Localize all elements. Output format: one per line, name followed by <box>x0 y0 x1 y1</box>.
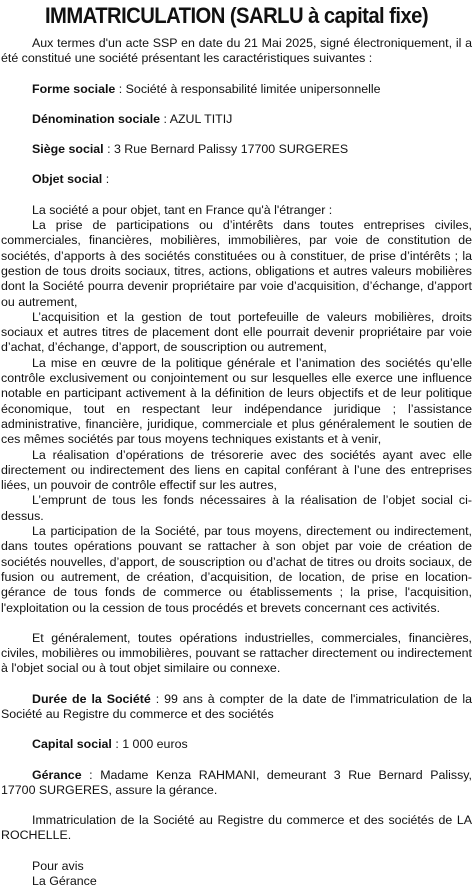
objet-item: L’emprunt de tous les fonds nécessaires à la réalisation de l’objet social ci-dessus. <box>1 493 472 523</box>
notice-title: IMMATRICULATION (SARLU à capital fixe) <box>44 3 429 28</box>
denomination-value: : AZUL TITIJ <box>160 111 233 126</box>
objet-social-list <box>1 203 472 616</box>
gerance-value: : Madame Kenza RAHMANI, demeurant 3 Rue Bernard Palissy, 17700 SURGERES, assure la gérance. <box>1 767 472 797</box>
gerance-label: Gérance <box>32 767 82 782</box>
forme-sociale <box>1 82 472 97</box>
siege-social <box>1 142 472 157</box>
denomination-sociale <box>1 112 472 127</box>
duree-label: Durée de la Société <box>32 691 151 706</box>
immatriculation-paragraph: Immatriculation de la Société au Registre du commerce et des sociétés de LA ROCHELLE. <box>1 813 472 843</box>
gerance <box>1 768 472 799</box>
siege-value: : 3 Rue Bernard Palissy 17700 SURGERES <box>103 142 349 157</box>
forme-sociale-value: : Société à responsabilité limitée unipersonnelle <box>115 81 381 96</box>
capital-label: Capital social <box>32 737 112 752</box>
objet-item: La réalisation d’opérations de trésorerie avec des sociétés ayant avec elle directement ou indirectement des liens en capital conférant à l’une des entreprises liées, un pouvoir de contrôle effectif sur les autres, <box>1 447 472 493</box>
capital-social <box>1 737 472 752</box>
objet-item: La prise de participations ou d’intérêts dans toutes entreprises civiles, commerciales, financières, mobilières, immobilières, par voie de constitution de sociétés, d’apports à des sociétés constituées ou à constituer, de prise d’intérêts ; la gestion de tous droits sociaux, titres, actions, obligations et autres valeurs mobilières dont la Société pourra devenir propriétaire par voie d’acquisition, d’échange, d’apport ou autrement, <box>1 218 472 309</box>
denomination-label: Dénomination sociale <box>32 111 161 126</box>
duree-societe <box>1 692 472 723</box>
objet-label: Objet social <box>32 172 103 187</box>
signature-block <box>1 859 472 889</box>
siege-label: Siège social <box>32 142 104 157</box>
objet-item: L’acquisition et la gestion de tout portefeuille de valeurs mobilières, droits sociaux et autres titres de placement dont elle pourrait devenir propriétaire par voie d’achat, d’échange, d’apport, de souscription ou autrement, <box>1 309 472 355</box>
objet-lead: La société a pour objet, tant en France qu'à l'étranger : <box>32 202 333 217</box>
objet-label-suffix: : <box>102 172 110 187</box>
objet-general: Et généralement, toutes opérations industrielles, commerciales, financières, civiles, mobilières ou immobilières, pouvant se rattacher directement ou indirectement à l'objet social ou à tout objet similaire ou connexe. <box>1 630 472 676</box>
forme-sociale-label: Forme sociale <box>32 81 116 96</box>
objet-item: La participation de la Société, par tous moyens, directement ou indirectement, dans toutes opérations pouvant se rattacher à son objet par voie de création de sociétés nouvelles, d’apport, de souscription ou d’achat de titres ou droits sociaux, de fusion ou autrement, de création, d’acquisition, de location, de prise en location-gérance de tous fonds de commerce ou établissements ; la prise, l'acquisition, l'exploitation ou la cession de tous procédés et brevets concernant ces activités. <box>1 524 472 615</box>
pour-avis: Pour avis <box>32 858 84 873</box>
duree-value: : 99 ans à compter de la date de l'immatriculation de la Société au Registre du commerce et des sociétés <box>1 691 472 721</box>
objet-social-heading <box>1 172 472 187</box>
signataire: La Gérance <box>32 874 97 889</box>
objet-item: La mise en œuvre de la politique générale et l’animation des sociétés qu’elle contrôle exclusivement ou conjointement ou sur lesquelles elle exerce une influence notable en participant activement à la définition de leurs objectifs et de leur politique économique, tout en respectant leur indépendance juridique ; l’assistance administrative, financière, juridique, commerciale et plus généralement le soutien de ces mêmes sociétés par tous moyens techniques existants et à venir, <box>1 355 472 447</box>
intro-paragraph: Aux termes d'un acte SSP en date du 21 Mai 2025, signé électroniquement, il a été constitué une société présentant les caractéristiques suivantes : <box>1 36 472 66</box>
capital-value: : 1 000 euros <box>111 737 188 752</box>
notice-body <box>0 36 473 889</box>
